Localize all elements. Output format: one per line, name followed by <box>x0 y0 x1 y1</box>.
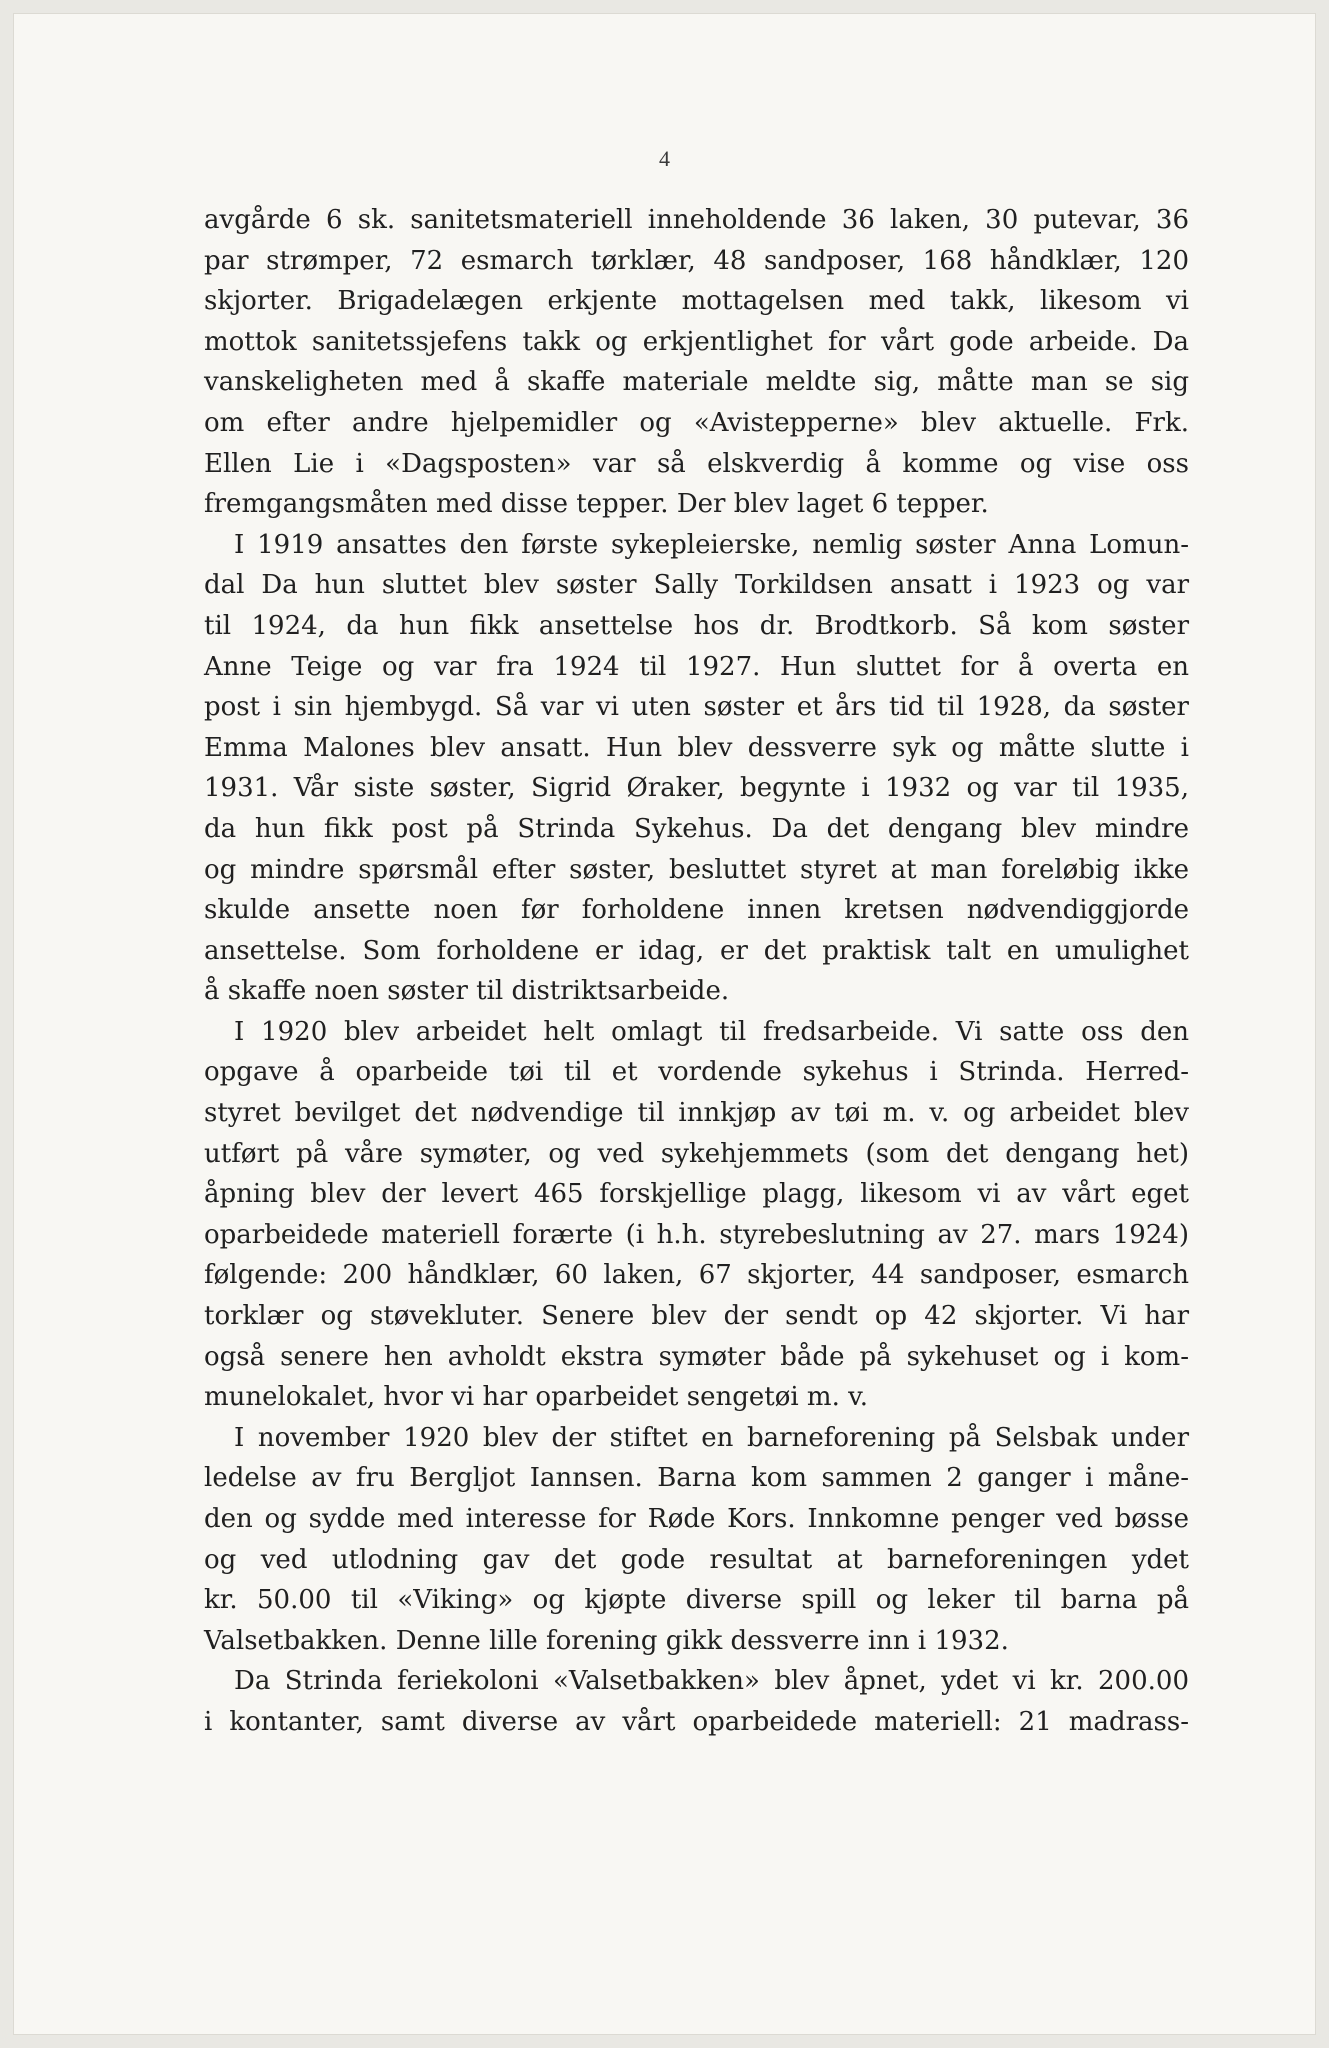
text-line: avgårde 6 sk. sanitetsmateriell inneholdende 36 laken, 30 putevar, 36 <box>204 205 1189 235</box>
document-page <box>14 14 1315 2034</box>
text-line: Emma Malones blev ansatt. Hun blev dessverre syk og måtte slutte i <box>204 732 1189 763</box>
text-line: også senere hen avholdt ekstra symøter både på sykehuset og i kom- <box>204 1341 1189 1372</box>
text-line: Ellen Lie i «Dagsposten» var så elskverdig å komme og vise oss <box>204 448 1189 479</box>
text-line: mottok sanitetssjefens takk og erkjentlighet for vårt gode arbeide. Da <box>204 326 1189 357</box>
paragraph <box>204 1661 1189 1742</box>
text-line: 1931. Vår siste søster, Sigrid Øraker, begynte i 1932 og var til 1935, <box>204 773 1189 804</box>
text-line: torklær og støvekluter. Senere blev der sendt op 42 skjorter. Vi har <box>204 1301 1189 1332</box>
text-line: oparbeidede materiell forærte (i h.h. styrebeslutning av 27. mars 1924) <box>204 1219 1189 1250</box>
text-line: skjorter. Brigadelægen erkjente mottagelsen med takk, likesom vi <box>204 286 1189 317</box>
paragraph <box>204 525 1189 1012</box>
text-line: par strømper, 72 esmarch tørklær, 48 sandposer, 168 håndklær, 120 <box>204 245 1189 276</box>
paragraph <box>204 1012 1189 1418</box>
text-line: åpning blev der levert 465 forskjellige plagg, likesom vi av vårt eget <box>204 1179 1189 1210</box>
text-line: ansettelse. Som forholdene er idag, er det praktisk talt en umulighet <box>204 935 1189 966</box>
text-line: skulde ansette noen før forholdene innen kretsen nødvendiggjorde <box>204 895 1189 926</box>
text-line: I 1919 ansattes den første sykepleierske, nemlig søster Anna Lomun- <box>234 529 1189 560</box>
text-line: post i sin hjembygd. Så var vi uten søster et års tid til 1928, da søster <box>204 692 1189 723</box>
text-line: den og sydde med interesse for Røde Kors. Innkomne penger ved bøsse <box>204 1504 1189 1534</box>
text-line: kr. 50.00 til «Viking» og kjøpte diverse spill og leker til barna på <box>204 1585 1189 1616</box>
paragraph <box>204 200 1189 525</box>
text-line: ledelse av fru Bergljot Iannsen. Barna kom sammen 2 ganger i måne- <box>204 1463 1189 1494</box>
text-line: I november 1920 blev der stiftet en barneforening på Selsbak under <box>234 1422 1189 1453</box>
text-line: munelokalet, hvor vi har oparbeidet sengetøi m. v. <box>204 1382 868 1413</box>
text-line: og mindre spørsmål efter søster, besluttet styret at man foreløbig ikke <box>204 854 1189 885</box>
text-line: til 1924, da hun fikk ansettelse hos dr. Brodtkorb. Så kom søster <box>204 610 1189 641</box>
text-line: Da Strinda feriekoloni «Valsetbakken» blev åpnet, ydet vi kr. 200.00 <box>234 1666 1189 1697</box>
text-line: Anne Teige og var fra 1924 til 1927. Hun sluttet for å overta en <box>204 651 1189 682</box>
text-line: og ved utlodning gav det gode resultat at barneforeningen ydet <box>204 1544 1189 1575</box>
text-line: da hun fikk post på Strinda Sykehus. Da det dengang blev mindre <box>204 813 1189 844</box>
text-line: utført på våre symøter, og ved sykehjemmets (som det dengang het) <box>204 1138 1189 1169</box>
text-line: følgende: 200 håndklær, 60 laken, 67 skjorter, 44 sandposer, esmarch <box>204 1260 1189 1291</box>
paragraph <box>204 1418 1189 1662</box>
text-line: opgave å oparbeide tøi til et vordende sykehus i Strinda. Herred- <box>204 1057 1189 1088</box>
text-line: dal Da hun sluttet blev søster Sally Torkildsen ansatt i 1923 og var <box>204 570 1189 601</box>
text-line: å skaffe noen søster til distriktsarbeide. <box>204 976 730 1007</box>
body-text <box>204 200 1189 1743</box>
text-line: vanskeligheten med å skaffe materiale meldte sig, måtte man se sig <box>204 367 1189 398</box>
text-line: fremgangsmåten med disse tepper. Der blev laget 6 tepper. <box>204 489 989 520</box>
text-line: styret bevilget det nødvendige til innkjøp av tøi m. v. og arbeidet blev <box>204 1098 1189 1129</box>
text-line: I 1920 blev arbeidet helt omlagt til fredsarbeide. Vi satte oss den <box>234 1016 1189 1047</box>
text-line: Valsetbakken. Denne lille forening gikk dessverre inn i 1932. <box>204 1625 1009 1656</box>
text-line: i kontanter, samt diverse av vårt oparbeidede materiell: 21 madrass- <box>204 1706 1189 1737</box>
page-number: 4 <box>659 146 670 171</box>
text-line: om efter andre hjelpemidler og «Avistepperne» blev aktuelle. Frk. <box>204 407 1189 438</box>
